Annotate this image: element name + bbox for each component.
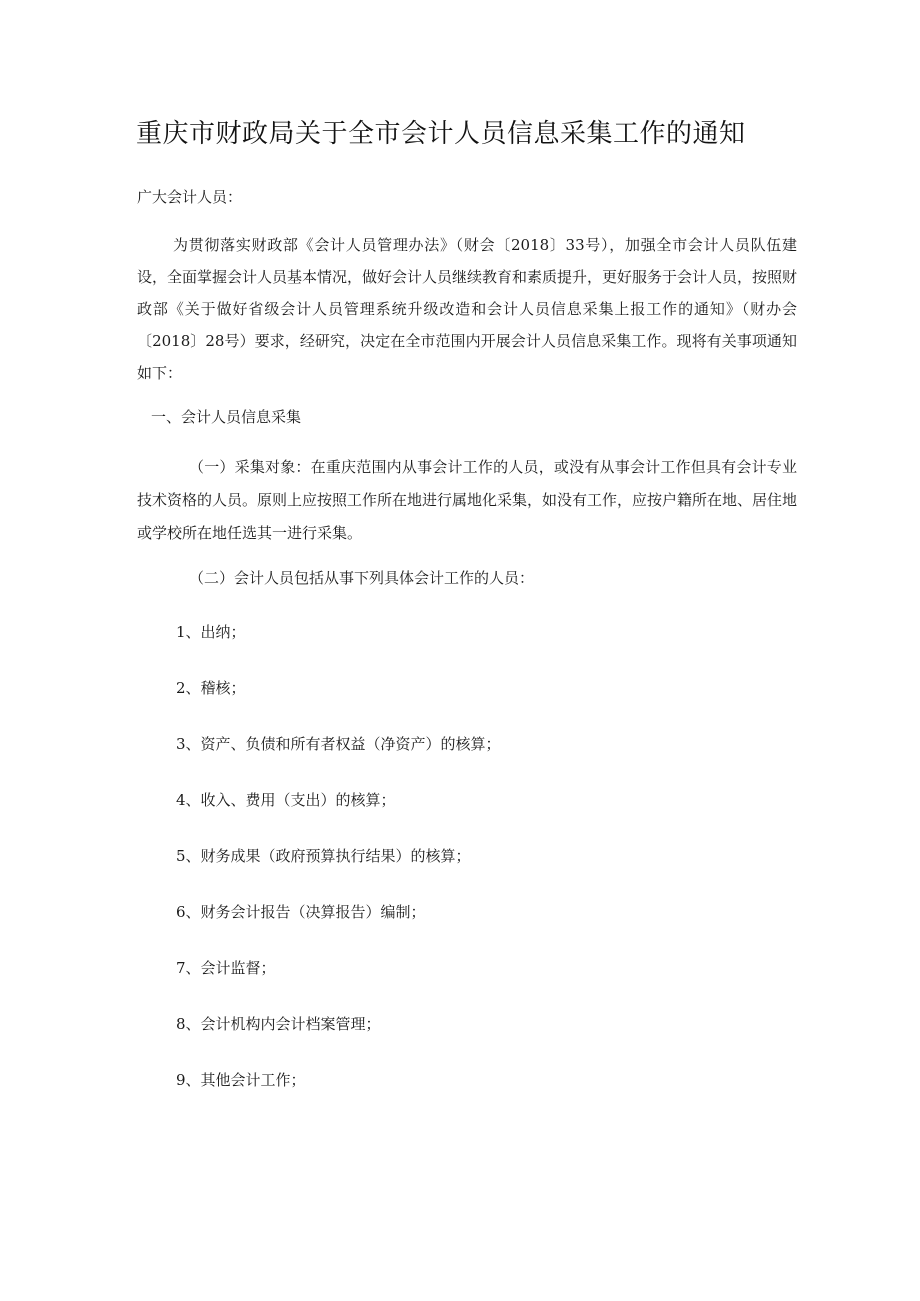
- list-item: 4、收入、费用（支出）的核算；: [176, 791, 396, 809]
- duty-list: [176, 620, 501, 1124]
- document-title: 重庆市财政局关于全市会计人员信息采集工作的通知: [136, 119, 746, 149]
- list-item: 7、会计监督；: [176, 959, 276, 977]
- list-item: 6、财务会计报告（决算报告）编制；: [176, 903, 426, 921]
- list-item: 5、财务成果（政府预算执行结果）的核算；: [176, 847, 471, 865]
- section-heading: 一、会计人员信息采集: [151, 408, 302, 426]
- list-item: 8、会计机构内会计档案管理；: [176, 1015, 381, 1033]
- list-item: 2、稽核；: [176, 679, 246, 697]
- collection-target-paragraph: （一）采集对象：在重庆范围内从事会计工作的人员，或没有从事会计工作但具有会计专业技术资格的人员。原则上应按照工作所在地进行属地化采集，如没有工作，应按户籍所在地、居住地或学校所在地任选其一进行采集。: [137, 458, 798, 542]
- list-item: 1、出纳；: [176, 623, 246, 641]
- accounting-staff-scope-paragraph: （二）会计人员包括从事下列具体会计工作的人员：: [189, 569, 535, 587]
- intro-paragraph: 为贯彻落实财政部《会计人员管理办法》（财会〔2018〕33号），加强全市会计人员队伍建设，全面掌握会计人员基本情况，做好会计人员继续教育和素质提升，更好服务于会计人员，按照财政部《关于做好省级会计人员管理系统升级改造和会计人员信息采集上报工作的通知》（财办会〔2018〕28号）要求，经研究，决定在全市范围内开展会计人员信息采集工作。现将有关事项通知如下：: [137, 236, 798, 382]
- list-item: 3、资产、负债和所有者权益（净资产）的核算；: [176, 735, 501, 753]
- salutation: 广大会计人员：: [137, 188, 243, 206]
- list-item: 9、其他会计工作；: [176, 1071, 306, 1089]
